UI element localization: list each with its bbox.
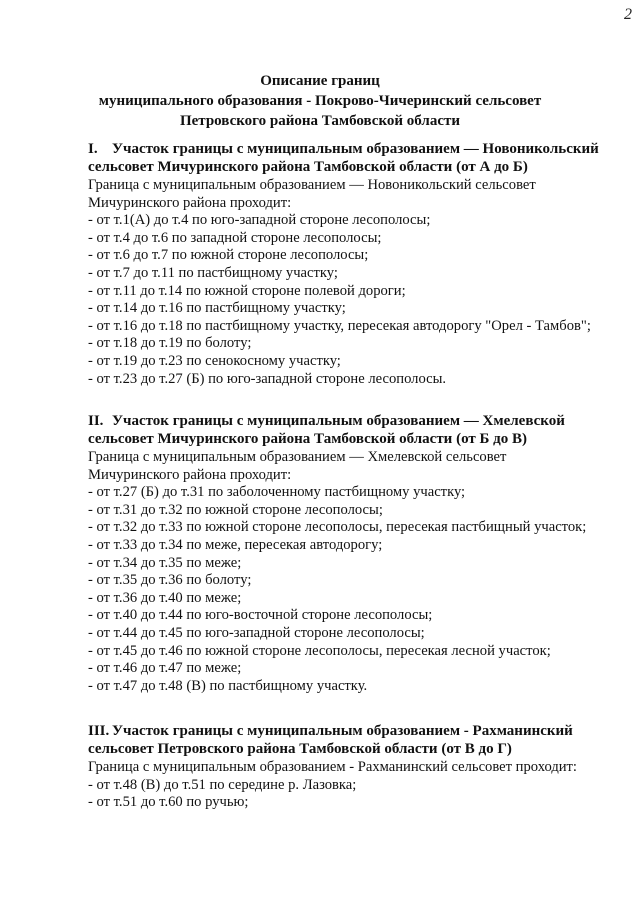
list-item: - от т.44 до т.45 по юго-западной стороне лесополосы; xyxy=(88,625,618,643)
list-item: - от т.18 до т.19 по болоту; xyxy=(88,335,618,353)
section-2 xyxy=(88,412,618,695)
section-1-number: I. xyxy=(88,141,98,157)
list-item: - от т.14 до т.16 по пастбищному участку; xyxy=(88,300,618,318)
list-item: - от т.45 до т.46 по южной стороне лесополосы, пересекая лесной участок; xyxy=(88,643,618,661)
section-3-intro xyxy=(88,759,618,777)
list-item: - от т.36 до т.40 по меже; xyxy=(88,590,618,608)
list-item: - от т.6 до т.7 по южной стороне лесополосы; xyxy=(88,247,618,265)
list-item: - от т.48 (В) до т.51 по середине р. Лазовка; xyxy=(88,777,618,795)
list-item: - от т.4 до т.6 по западной стороне лесополосы; xyxy=(88,230,618,248)
section-1-intro-line-2: Мичуринского района проходит: xyxy=(88,194,292,211)
list-item: - от т.31 до т.32 по южной стороне лесополосы; xyxy=(88,502,618,520)
section-1 xyxy=(88,140,618,388)
page-number-mark: 2 xyxy=(624,6,632,23)
section-3-heading-line-2: сельсовет Петровского района Тамбовской области (от В до Г) xyxy=(88,741,512,757)
list-item: - от т.19 до т.23 по сенокосному участку; xyxy=(88,353,618,371)
section-2-heading xyxy=(88,412,618,448)
title-line-3: Петровского района Тамбовской области xyxy=(179,113,461,129)
list-item: - от т.47 до т.48 (В) по пастбищному участку. xyxy=(88,678,618,696)
title-line-2: муниципального образования - Покрово-Чичеринский сельсовет xyxy=(98,93,542,109)
section-3-intro-line-1: Граница с муниципальным образованием - Рахманинский сельсовет проходит: xyxy=(88,759,577,775)
list-item: - от т.23 до т.27 (Б) по юго-западной стороне лесополосы. xyxy=(88,371,618,389)
section-1-intro-line-1: Граница с муниципальным образованием — Новоникольский сельсовет xyxy=(88,177,536,193)
document-title xyxy=(0,71,640,131)
section-2-intro-line-1: Граница с муниципальным образованием — Хмелевской сельсовет xyxy=(88,449,507,465)
section-1-heading xyxy=(88,140,618,176)
list-item: - от т.35 до т.36 по болоту; xyxy=(88,572,618,590)
section-1-list xyxy=(88,212,618,388)
list-item: - от т.32 до т.33 по южной стороне лесополосы, пересекая пастбищный участок; xyxy=(88,519,618,537)
section-1-heading-line-2: сельсовет Мичуринского района Тамбовской области (от А до Б) xyxy=(88,159,528,175)
section-2-number: II. xyxy=(88,413,104,429)
section-2-list xyxy=(88,484,618,695)
list-item: - от т.40 до т.44 по юго-восточной стороне лесополосы; xyxy=(88,607,618,625)
title-line-1: Описание границ xyxy=(260,73,380,89)
list-item: - от т.1(А) до т.4 по юго-западной стороне лесополосы; xyxy=(88,212,618,230)
list-item: - от т.27 (Б) до т.31 по заболоченному пастбищному участку; xyxy=(88,484,618,502)
list-item: - от т.33 до т.34 по меже, пересекая автодорогу; xyxy=(88,537,618,555)
section-3-heading-line-1: Участок границы с муниципальным образованием - Рахманинский xyxy=(112,723,573,739)
list-item: - от т.51 до т.60 по ручью; xyxy=(88,794,618,812)
section-2-intro xyxy=(88,449,618,484)
section-1-heading-line-1: Участок границы с муниципальным образованием — Новоникольский xyxy=(112,141,599,157)
section-3-list xyxy=(88,777,618,812)
section-2-heading-line-1: Участок границы с муниципальным образованием — Хмелевской xyxy=(112,413,565,429)
list-item: - от т.7 до т.11 по пастбищному участку; xyxy=(88,265,618,283)
list-item: - от т.16 до т.18 по пастбищному участку, пересекая автодорогу "Орел - Тамбов"; xyxy=(88,318,618,336)
list-item: - от т.34 до т.35 по меже; xyxy=(88,555,618,573)
list-item: - от т.11 до т.14 по южной стороне полевой дороги; xyxy=(88,283,618,301)
section-3 xyxy=(88,722,618,812)
list-item: - от т.46 до т.47 по меже; xyxy=(88,660,618,678)
section-2-heading-line-2: сельсовет Мичуринского района Тамбовской области (от Б до В) xyxy=(88,431,527,447)
section-1-intro xyxy=(88,177,618,212)
section-2-intro-line-2: Мичуринского района проходит: xyxy=(88,466,292,483)
section-3-number: III. xyxy=(88,723,110,739)
section-3-heading xyxy=(88,722,618,758)
